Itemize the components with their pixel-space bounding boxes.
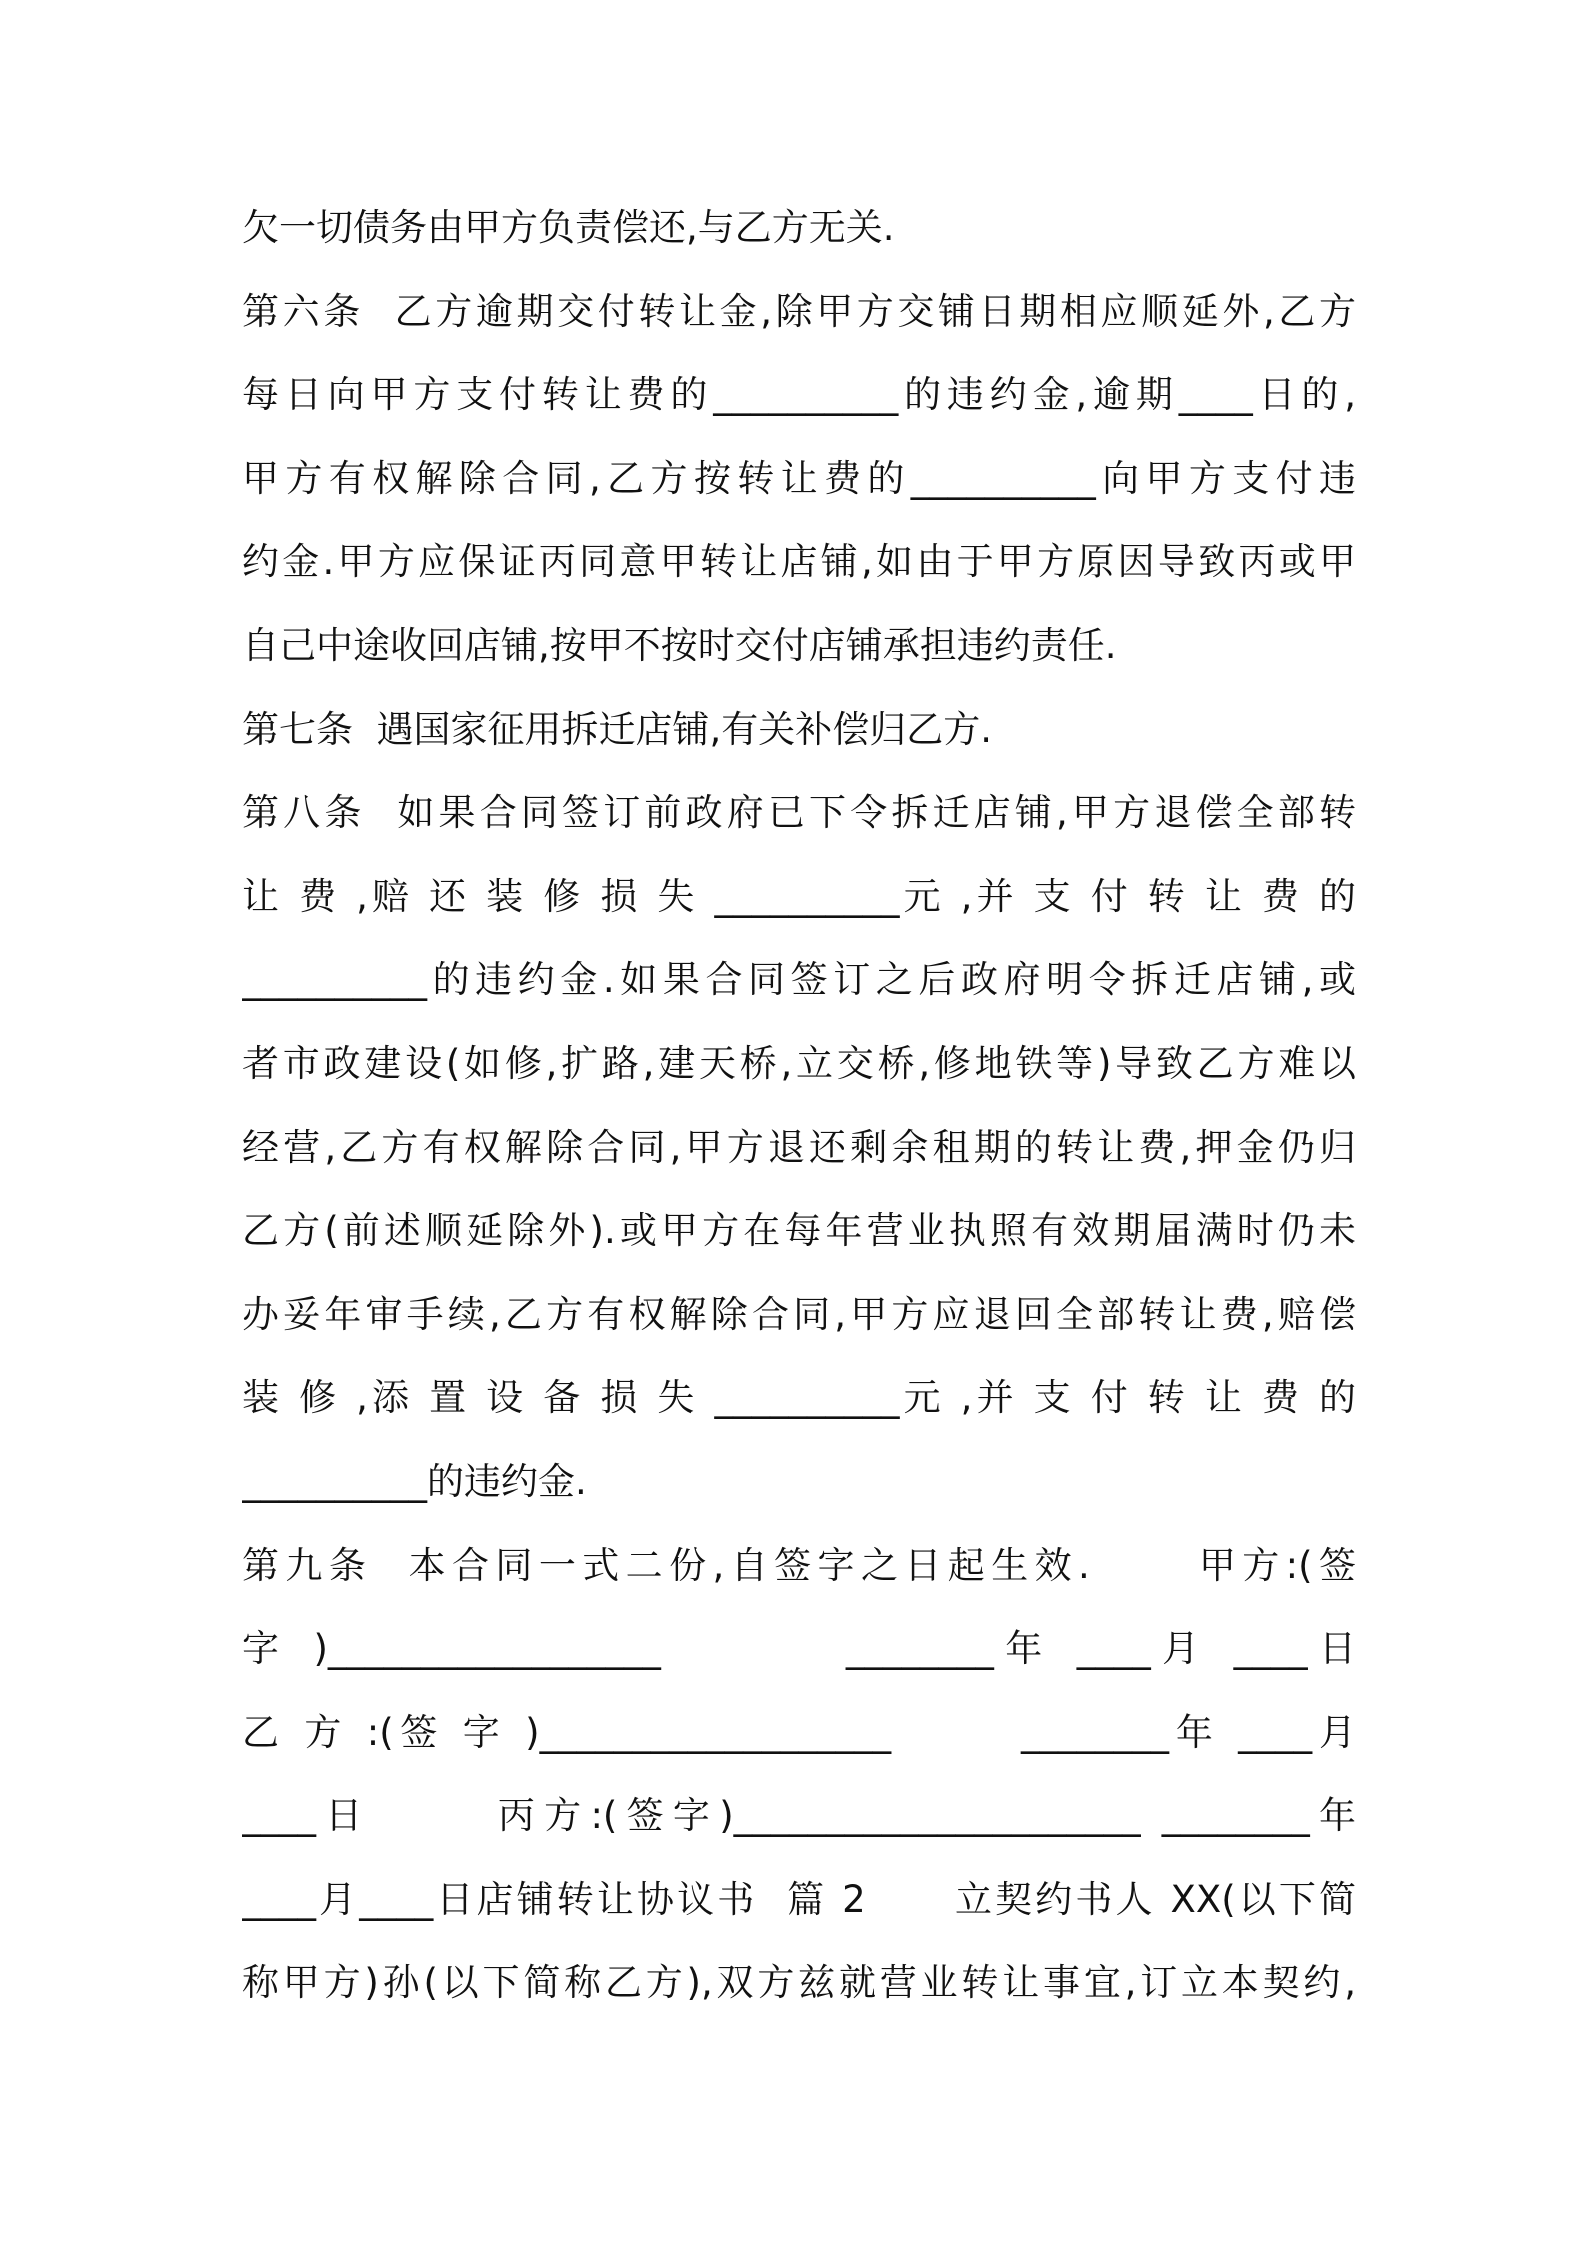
text-line: 乙 方 :(签 字 )___________________ ________年 ____月 [242, 1710, 1356, 1754]
text-line: 装 修 ,添 置 设 备 损 失 __________元 ,并 支 付 转 让 费 的 [242, 1376, 1356, 1420]
text-line: 自己中途收回店铺,按甲不按时交付店铺承担违约责任. [242, 623, 1117, 667]
text-line: 第七条 遇国家征用拆迁店铺,有关补偿归乙方. [242, 707, 993, 751]
text-line: 第九条 本合同一式二份,自签字之日起生效. 甲方:(签 [242, 1543, 1356, 1587]
text-line: 字 )__________________ ________年 ____月 ____日 [242, 1627, 1356, 1671]
text-line: 每日向甲方支付转让费的__________的违约金,逾期____日的, [242, 373, 1356, 417]
text-line: 办妥年审手续,乙方有权解除合同,甲方应退回全部转让费,赔偿 [242, 1292, 1356, 1336]
text-line: 第六条 乙方逾期交付转让金,除甲方交铺日期相应顺延外,乙方 [242, 289, 1356, 333]
text-line: 乙方(前述顺延除外).或甲方在每年营业执照有效期届满时仍未 [242, 1209, 1356, 1253]
text-line: 第八条 如果合同签订前政府已下令拆迁店铺,甲方退偿全部转 [242, 791, 1356, 835]
text-line: ____日 丙方:(签字)______________________ ________年 [242, 1794, 1356, 1838]
text-line: __________的违约金.如果合同签订之后政府明令拆迁店铺,或 [242, 958, 1356, 1002]
text-line: 约金.甲方应保证丙同意甲转让店铺,如由于甲方原因导致丙或甲 [242, 540, 1356, 584]
document-body [242, 186, 1356, 2025]
text-line: 者市政建设(如修,扩路,建天桥,立交桥,修地铁等)导致乙方难以 [242, 1041, 1356, 1085]
text-line: ____月____日店铺转让协议书 篇 2 立契约书人 XX(以下简 [242, 1877, 1356, 1921]
text-line: 甲方有权解除合同,乙方按转让费的__________向甲方支付违 [242, 456, 1356, 500]
text-line: __________的违约金. [242, 1459, 587, 1503]
text-line: 称甲方)孙(以下简称乙方),双方兹就营业转让事宜,订立本契约, [242, 1961, 1356, 2005]
text-line: 欠一切债务由甲方负责偿还,与乙方无关. [242, 206, 895, 249]
text-line: 经营,乙方有权解除合同,甲方退还剩余租期的转让费,押金仍归 [242, 1125, 1356, 1169]
text-line: 让 费 ,赔 还 装 修 损 失 __________元 ,并 支 付 转 让 费 的 [242, 874, 1356, 918]
